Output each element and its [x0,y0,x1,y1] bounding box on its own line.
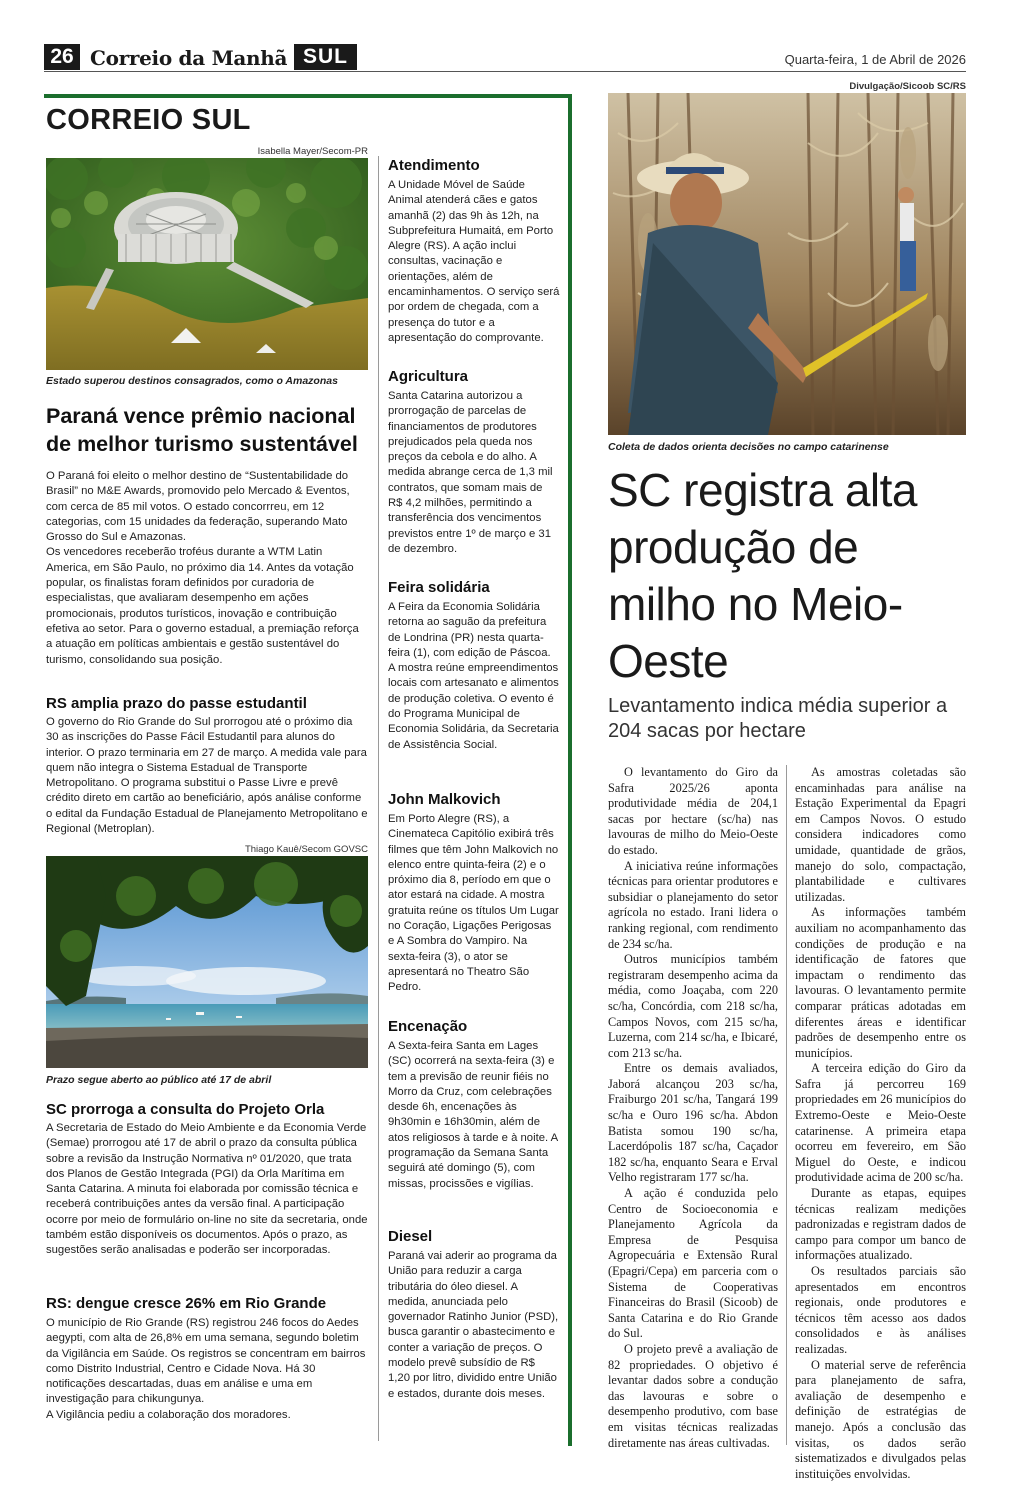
main-subhead: Levantamento indica média superior a 204 sacas por hectare [608,695,948,742]
body-paragraph: Outros municípios também registraram desempenho acima da média, como Joaçaba, com 220 sc/ha, Concórdia, com 218 sc/ha, Campos Novos, com 215 sc/ha, Luzerna, com 214 sc/ha, e Ibicaré, com 213 sc/ha. [608,952,778,1060]
photo-credit: Isabella Mayer/Secom-PR [257,146,368,157]
note-diesel [388,1228,560,1402]
masthead: Correio da Manhã [90,46,288,70]
photo-caption: Coleta de dados orienta decisões no campo catarinense [608,441,889,453]
section-kicker: CORREIO SUL [46,104,251,136]
note-text: Paraná vai aderir ao programa da União para reduzir a carga tributária do óleo diesel. A medida, anunciada pelo governador Ratinho Junior (PSD), busca garantir o abastecimento e conter a variação de preços. O modelo prevê subsídio de R$ 1,20 por litro, dividido entre União e estados, durante dois meses. [388,1250,559,1400]
body-paragraph: As informações também auxiliam no acompanhamento das condições de produção e na identificação de fatores que impactam o rendimento das lavouras. O levantamento permite comparar práticas adotadas em diferentes áreas e identificar padrões de desempenho entre os municípios. [795,905,966,1060]
story-headline-dengue: RS: dengue cresce 26% em Rio Grande [46,1295,327,1312]
note-john-malkovich [388,791,560,996]
story-paragraph: O governo do Rio Grande do Sul prorrogou até o próximo dia 30 as inscrições do Passe Fácil Estudantil para alunos do interior. O prazo terminaria em 27 de março. A medida vale para quem não integra o Sistema Estadual de Transporte Metropolitano. O programa substitui o Passe Livre e prevê crédito direto em cartão ao beneficiário, após análise conforme o edital da Fundação Estadual de Planejamento Metropolitano e Regional (Metroplan). [46,716,368,836]
note-title: Agricultura [388,368,469,385]
body-paragraph: O projeto prevê a avaliação de 82 propriedades. O objetivo é levantar dados sobre a condução das lavouras e sobre o desempenho produtivo, com base em visitas técnicas realizadas diretamente nas áreas cultivadas. [608,1341,778,1450]
body-paragraph: Entre os demais avaliados, Jaborá alcançou 203 sc/ha, Fraiburgo 201 sc/ha, Tangará 199 sc/ha e Ouro 196 sc/ha. Abdon Batista somou 190 sc/ha, Lacerdópolis 187 sc/ha, Caçador 182 sc/ha, enquanto Seara e Erval Velho registraram 177 sc/ha. [608,1061,778,1185]
story-body-passe [46,715,368,837]
story-body-dengue [46,1316,368,1423]
dateline: Quarta-feira, 1 de Abril de 2026 [784,52,966,67]
photo-caption: Estado superou destinos consagrados, como o Amazonas [46,375,338,387]
photo-credit: Thiago Kauê/Secom GOVSC [244,844,368,855]
story-headline-orla: SC prorroga a consulta do Projeto Orla [46,1101,325,1118]
body-paragraph: Durante as etapas, equipes técnicas realizam medições padronizadas e registram dados de campo para compor um banco de informações atualizado. [795,1186,966,1263]
note-text: A Sexta-feira Santa em Lages (SC) ocorrerá na sexta-feira (3) e tem a previsão de reunir fiéis no Morro da Cruz, com celebrações desde 6h, encenações às 9h30min e 16h30min, além de atos religiosos à tarde e à noite. A programação da Semana Santa seguirá até domingo (5), com missas, procissões e vigílias. [388,1040,558,1190]
note-feira-solidaria [388,579,560,753]
note-text: A Unidade Móvel de Saúde Animal atenderá cães e gatos amanhã (2) das 9h às 12h, na Subprefeitura Humaitá, em Porto Alegre (RS). A ação inclui consultas, vacinação e orientações, além de encaminhamentos. O serviço será por ordem de chegada, com a presença do tutor e a apresentação do comprovante. [388,179,560,344]
note-title: Diesel [388,1228,433,1245]
corn-field-photo [608,93,966,435]
note-title: John Malkovich [388,791,501,808]
note-text: Em Porto Alegre (RS), a Cinemateca Capitólio exibirá três filmes que têm John Malkovich no elenco entre quinta-feira (2) e o próximo dia 8, período em que o ator estará na cidade. A mostra gratuita reúne os títulos Um Lugar no Coração, Ligações Perigosas e A Sombra do Vampiro. Na sexta-feira (3), o ator se apresentará no Theatro São Pedro. [388,813,559,994]
story-paragraph: O município de Rio Grande (RS) registrou 246 focos do Aedes aegypti, com alta de 26,8% em uma semana, segundo boletim da Vigilância em Saúde. Os registros se concentram em bairros como Distrito Industrial, Centro e Cidade Nova. Há 30 notificações descartadas, duas em análise e uma em investigação para chikungunya. [46,1317,366,1406]
note-title: Feira solidária [388,579,490,596]
note-atendimento [388,157,560,346]
note-text: Santa Catarina autorizou a prorrogação de parcelas de financiamentos de produtores prejudicados pela queda nos preços da cebola e do alho. A medida abrange cerca de 1,3 mil contratos, que somam mais de R$ 4,2 milhões, permitindo a transferência dos vencimentos previstos entre 1º de março e 31 de dezembro. [388,390,553,555]
body-paragraph: A terceira edição do Giro da Safra já percorreu 169 propriedades em 26 municípios do Extremo-Oeste e Meio-Oeste catarinense. A primeira etapa ocorreu em fevereiro, em São Miguel do Oeste, e indicou produtividade acima de 200 sc/ha. [795,1061,966,1185]
photo-credit: Divulgação/Sicoob SC/RS [849,81,966,92]
column-divider [786,765,787,1445]
story-paragraph: A Vigilância pediu a colaboração dos moradores. [46,1408,291,1421]
body-paragraph: Os resultados parciais são apresentados em encontros regionais, onde produtores e técnicos têm acesso aos dados consolidados e às análises realizadas. [795,1264,966,1356]
story-headline-passe: RS amplia prazo do passe estudantil [46,695,307,712]
column-divider [378,156,379,1441]
main-body-col2 [795,765,966,1482]
story-headline-parana: Paraná vence prêmio nacional de melhor turismo sustentável [46,404,358,456]
body-paragraph: O levantamento do Giro da Safra 2025/26 aponta produtividade média de 204,1 sacas por hectare (sc/ha) nas lavouras de milho do Meio-Oeste do estado. [608,765,778,857]
note-encenacao [388,1018,560,1192]
page-number: 26 [44,44,80,70]
note-title: Atendimento [388,157,480,174]
story-paragraph: O Paraná foi eleito o melhor destino de “Sustentabilidade do Brasil” no M&E Awards, promovido pelo Mercado & Eventos, com cerca de 85 mil votos. O estado concorrreu, em 12 categorias, com 15 unidades da federação, superando Mato Grosso do Sul e Amazonas. [46,470,350,544]
story-body-orla [46,1121,368,1259]
amazonas-theater-photo [46,158,368,370]
beach-photo [46,856,368,1068]
section-tag: SUL [294,44,357,70]
story-body-parana [46,469,368,668]
body-paragraph: A ação é conduzida pelo Centro de Socioeconomia e Planejamento Agrícola da Empresa de Pesquisa Agropecuária e Extensão Rural (Epagri/Cepa) em parceria com o Sistema de Cooperativas Financeiras do Brasil (Sicoob) de Santa Catarina e do Rio Grande do Sul. [608,1186,778,1341]
story-paragraph: A Secretaria de Estado do Meio Ambiente e da Economia Verde (Semae) prorrogou até 17 de abril o prazo da consulta pública sobre a revisão da Instrução Normativa nº 01/2020, que trata dos Planos de Gestão Integrada (PGI) da Orla Marítima em Santa Catarina. A minuta foi elaborada por comissão técnica e receberá contribuições antes da versão final. A participação ocorre por meio de formulário on-line no site da secretaria, onde também estão disponíveis os documentos. Após o prazo, as sugestões serão analisadas e poderão ser incorporadas. [46,1122,368,1257]
body-paragraph: A iniciativa reúne informações técnicas para orientar produtores e subsidiar o planejamento do setor agrícola no estado. Irani lidera o ranking regional, com rendimento de 234 sc/ha. [608,858,778,951]
note-title: Encenação [388,1018,468,1035]
header-rule [44,71,966,72]
main-body-col1 [608,765,778,1451]
main-headline: SC registra alta produção de milho no Meio-Oeste [608,464,918,687]
photo-caption: Prazo segue aberto ao público até 17 de abril [46,1074,272,1086]
story-paragraph: Os vencedores receberão troféus durante a WTM Latin America, em São Paulo, no próximo dia 14. Antes da votação popular, os finalistas foram definidos por curadoria de especialistas, que avaliaram desempenho em ações promocionais, produtos turísticos, inovação e contribuição efetiva ao setor. Para o governo estadual, a premiação reforça a atuação em políticas ambientais e gestão sustentável do turismo, consolidando sua posição. [46,546,359,666]
body-paragraph: O material serve de referência para planejamento de safra, avaliação de desempenho e definição de estratégias de manejo. Após a conclusão das visitas, os dados serão sistematizados e divulgados pelas instituições envolvidas. [795,1357,966,1481]
note-text: A Feira da Economia Solidária retorna ao saguão da prefeitura de Londrina (PR) nesta quarta-feira (1), com edição de Páscoa. A mostra reúne empreendimentos locais com artesanato e alimentos de produção coletiva. O evento é do Programa Municipal de Economia Solidária, da Secretaria de Assistência Social. [388,601,559,751]
body-paragraph: As amostras coletadas são encaminhadas para análise na Estação Experimental da Epagri em Campos Novos. O estudo considera indicadores como umidade, quantidade de grãos, manejo do solo, compactação, plantabilidade e cultivares utilizadas. [795,765,966,904]
note-agricultura [388,368,560,557]
